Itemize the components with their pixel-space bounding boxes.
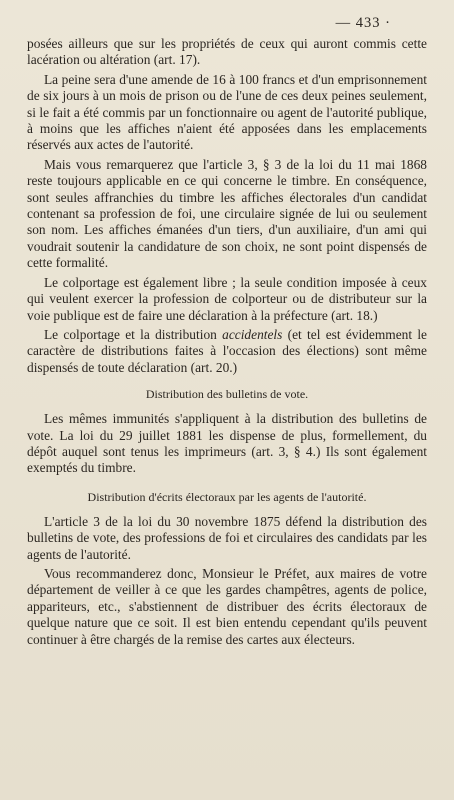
paragraph-recommandation: Vous recommanderez donc, Monsieur le Préfet, aux maires de votre département de veiller à ce que les gardes champêtres, agents de police, appariteurs, etc., s'abstiennent de distribuer des écrits électoraux de quelque nature que ce soit. Il est bien entendu cependant qu'ils peuvent continuer à être chargés de la remise des cartes aux électeurs.	[27, 565, 427, 647]
text-before: Le colportage et la distribution	[44, 326, 223, 342]
paragraph-bulletins: Les mêmes immunités s'appliquent à la distribution des bulletins de vote. La loi du 29 juillet 1881 les dispense de plus, formellement, du dépôt auquel sont tenus les imprimeurs (art. 3, § 4.) Ils sont également exemptés du timbre.	[27, 411, 427, 476]
section-heading-bulletins: Distribution des bulletins de vote.	[145, 387, 309, 402]
paragraph-penalty: La peine sera d'une amende de 16 à 100 francs et d'un emprisonnement de six jours à un mois de prison ou de l'une de ces deux peines seulement, si le fait a été commis par un fonctionnaire ou agent de l'autorité publique, à moins que les affiches n'aient été apposées dans les emplacements réservés aux actes de l'autorité.	[27, 71, 427, 153]
paragraph-distribution-accidentelle	[27, 327, 427, 376]
emphasis-accidentels: accidentels	[222, 326, 283, 342]
paragraph-loi-1875: L'article 3 de la loi du 30 novembre 1875 défend la distribution des bulletins de vote, des professions de foi et circulaires des candidats par les agents de l'autorité.	[27, 513, 427, 562]
text-after: (et tel est évidemment le caractère de distributions faites à l'occasion des élections) sont même dispensés de toute déclaration (art. 20.)	[27, 326, 427, 375]
paragraph-timbre: Mais vous remarquerez que l'article 3, § 3 de la loi du 11 mai 1868 reste toujours applicable en ce qui concerne le timbre. En conséquence, sont seules affranchies du timbre les affiches électorales d'un candidat contenant sa profession de foi, une circulaire signée de lui ou seulement son nom. Les affiches émanées d'un tiers, d'un auxiliaire, d'un ami qui voudrait soutenir la candidature de son choix, ne sont point dispensés de cette formalité.	[27, 156, 427, 271]
paragraph-colportage: Le colportage est également libre ; la seule condition imposée à ceux qui veulent exercer la profession de colporteur ou de distributeur sur la voie publique est de faire une déclaration à la préfecture (art. 18.)	[27, 274, 427, 323]
section-heading-agents: Distribution d'écrits électoraux par les agents de l'autorité.	[87, 489, 367, 504]
paragraph-continued: posées ailleurs que sur les propriétés de ceux qui auront commis cette lacération ou altération (art. 17).	[27, 36, 427, 68]
page-number: — 433 ·	[335, 15, 391, 31]
